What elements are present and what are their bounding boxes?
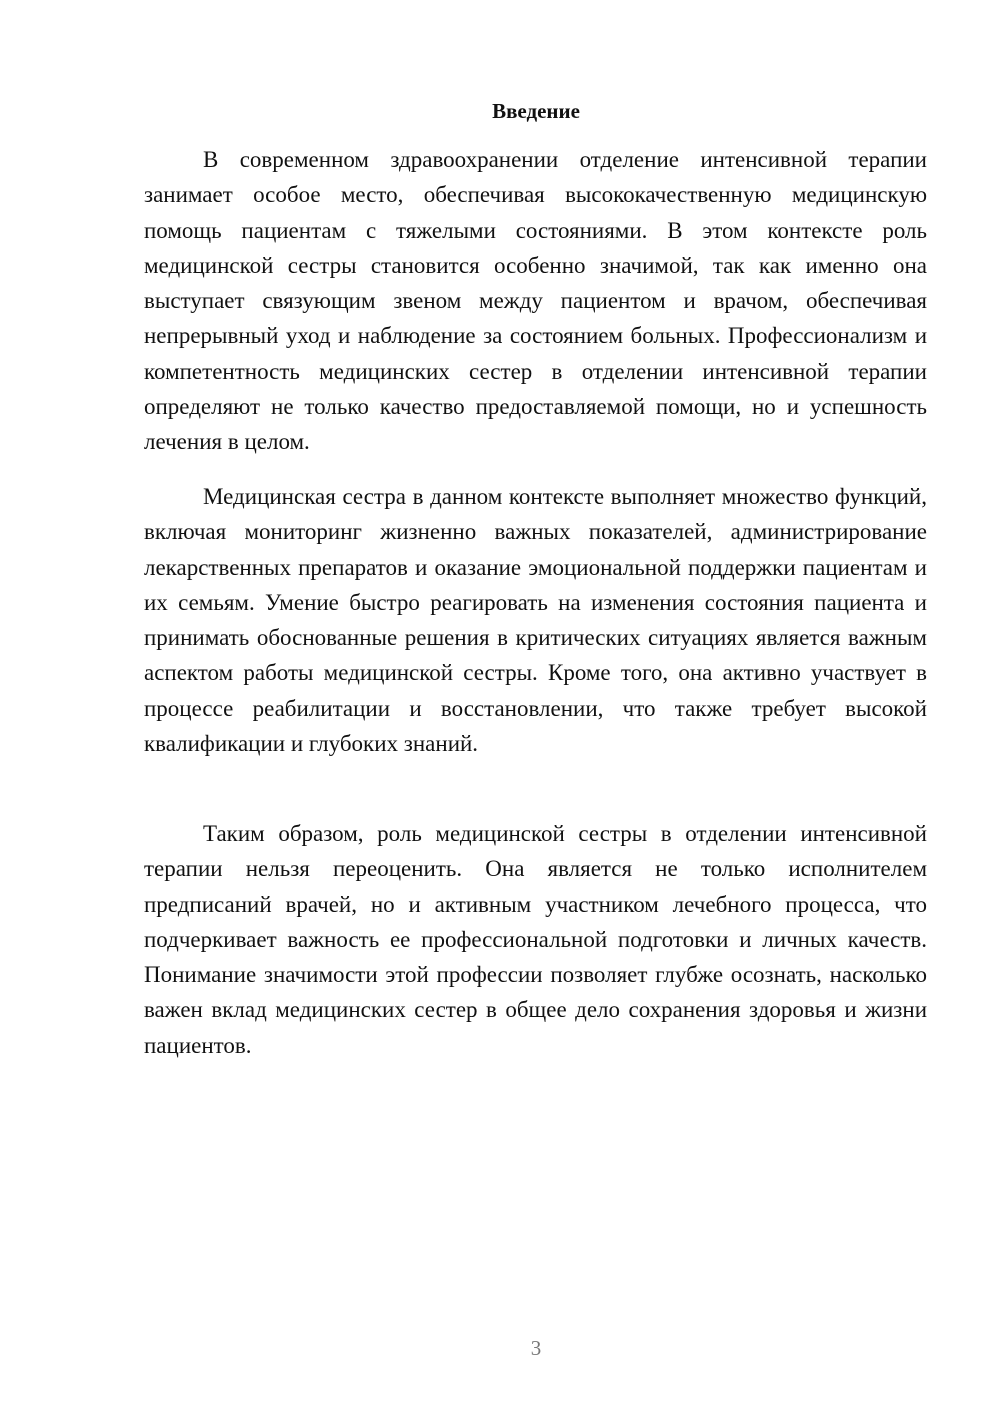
- paragraph-2: Медицинская сестра в данном контексте выполняет множество функций, включая мониторинг жизненно важных показателей, администрирование лекарственных препаратов и оказание эмоциональной поддержки пациентам и их семьям. Умение быстро реагировать на изменения состояния пациента и принимать обоснованные решения в критических ситуациях является важным аспектом работы медицинской сестры. Кроме того, она активно участвует в процессе реабилитации и восстановлении, что также требует высокой квалификации и глубоких знаний.: [144, 484, 927, 757]
- page-number: 3: [530, 1336, 542, 1360]
- paragraph-3: Таким образом, роль медицинской сестры в отделении интенсивной терапии нельзя переоценить. Она является не только исполнителем предписаний врачей, но и активным участником лечебного процесса, что подчеркивает важность ее профессиональной подготовки и личных качеств. Понимание значимости этой профессии позволяет глубже осознать, насколько важен вклад медицинских сестер в общее дело сохранения здоровья и жизни пациентов.: [144, 821, 927, 1058]
- paragraph-1: В современном здравоохранении отделение интенсивной терапии занимает особое место, обеспечивая высококачественную медицинскую помощь пациентам с тяжелыми состояниями. В этом контексте роль медицинской сестры становится особенно значимой, так как именно она выступает связующим звеном между пациентом и врачом, обеспечивая непрерывный уход и наблюдение за состоянием больных. Профессионализм и компетентность медицинских сестер в отделении интенсивной терапии определяют не только качество предоставляемой помощи, но и успешность лечения в целом.: [144, 147, 927, 455]
- section-title: Введение: [492, 99, 580, 123]
